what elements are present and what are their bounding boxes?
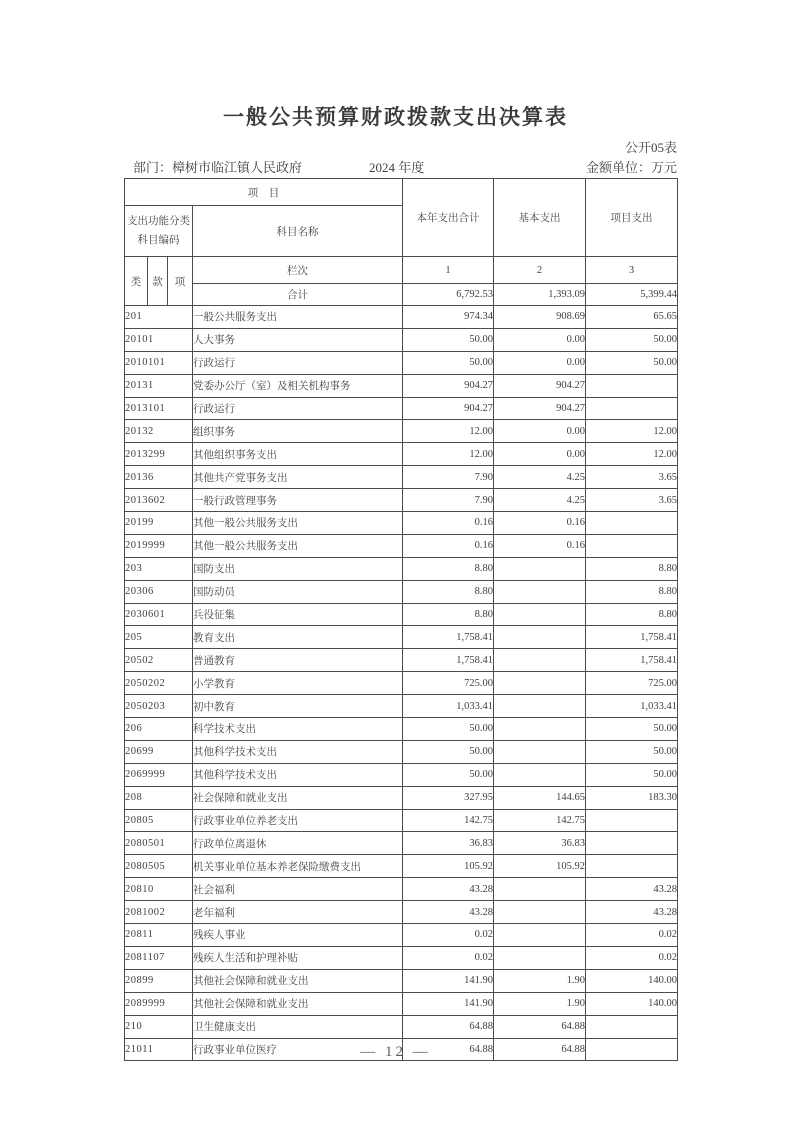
row-project-expenditure: 50.00 (586, 763, 678, 786)
row-function-code: 20306 (125, 580, 193, 603)
row-subject-name: 卫生健康支出 (193, 1015, 403, 1038)
row-basic-expenditure (494, 603, 586, 626)
row-function-code: 20101 (125, 328, 193, 351)
row-current-year-total: 0.16 (403, 534, 494, 557)
table-row (125, 672, 678, 695)
row-basic-expenditure: 0.00 (494, 328, 586, 351)
row-project-expenditure: 140.00 (586, 969, 678, 992)
table-row (125, 466, 678, 489)
table-row (125, 786, 678, 809)
table-row (125, 580, 678, 603)
row-project-expenditure: 43.28 (586, 901, 678, 924)
row-basic-expenditure: 64.88 (494, 1015, 586, 1038)
row-current-year-total: 105.92 (403, 855, 494, 878)
header-function-code-line2: 科目编码 (137, 235, 180, 246)
row-function-code: 203 (125, 557, 193, 580)
row-project-expenditure: 725.00 (586, 672, 678, 695)
row-function-code: 20699 (125, 740, 193, 763)
row-basic-expenditure: 0.00 (494, 420, 586, 443)
row-project-expenditure: 1,758.41 (586, 626, 678, 649)
header-col-index-3: 3 (586, 257, 678, 284)
row-current-year-total: 8.80 (403, 603, 494, 626)
header-category: 类 (125, 257, 148, 306)
row-function-code: 2013602 (125, 489, 193, 512)
row-project-expenditure: 8.80 (586, 603, 678, 626)
row-basic-expenditure: 0.00 (494, 443, 586, 466)
row-subject-name: 组织事务 (193, 420, 403, 443)
row-basic-expenditure: 904.27 (494, 397, 586, 420)
row-current-year-total: 0.02 (403, 946, 494, 969)
row-basic-expenditure: 64.88 (494, 1038, 586, 1061)
header-section: 款 (148, 257, 168, 306)
row-basic-expenditure (494, 557, 586, 580)
row-function-code: 2081107 (125, 946, 193, 969)
row-subject-name: 老年福利 (193, 901, 403, 924)
table-row (125, 855, 678, 878)
table-header (125, 179, 678, 306)
row-subject-name: 人大事务 (193, 328, 403, 351)
row-subject-name: 社会保障和就业支出 (193, 786, 403, 809)
row-current-year-total: 43.28 (403, 878, 494, 901)
row-function-code: 20810 (125, 878, 193, 901)
row-function-code: 2030601 (125, 603, 193, 626)
row-function-code: 20199 (125, 512, 193, 535)
row-current-year-total: 1,758.41 (403, 649, 494, 672)
row-basic-expenditure (494, 718, 586, 741)
row-subject-name: 其他社会保障和就业支出 (193, 969, 403, 992)
table-row (125, 924, 678, 947)
row-subject-name: 行政运行 (193, 351, 403, 374)
row-project-expenditure: 140.00 (586, 992, 678, 1015)
row-function-code: 20899 (125, 969, 193, 992)
row-subject-name: 残疾人生活和护理补贴 (193, 946, 403, 969)
row-project-expenditure (586, 397, 678, 420)
table-row (125, 443, 678, 466)
header-basic-expenditure: 基本支出 (494, 179, 586, 257)
row-basic-expenditure (494, 649, 586, 672)
row-current-year-total: 142.75 (403, 809, 494, 832)
table-row (125, 512, 678, 535)
row-project-expenditure: 50.00 (586, 718, 678, 741)
row-function-code: 20502 (125, 649, 193, 672)
header-col-index-1: 1 (403, 257, 494, 284)
row-subject-name: 其他科学技术支出 (193, 740, 403, 763)
row-basic-expenditure: 0.00 (494, 351, 586, 374)
header-row-project (125, 179, 678, 206)
table-row (125, 489, 678, 512)
table-row (125, 809, 678, 832)
row-function-code: 2080505 (125, 855, 193, 878)
table-row (125, 718, 678, 741)
row-basic-expenditure (494, 672, 586, 695)
table-row (125, 763, 678, 786)
header-project-expenditure: 项目支出 (586, 179, 678, 257)
row-subject-name: 科学技术支出 (193, 718, 403, 741)
row-subject-name: 其他一般公共服务支出 (193, 512, 403, 535)
header-column-index-label: 栏次 (193, 257, 403, 284)
page-number: — 12 — (360, 1044, 431, 1060)
row-project-expenditure: 8.80 (586, 557, 678, 580)
header-item: 项 (168, 257, 193, 306)
row-project-expenditure: 3.65 (586, 466, 678, 489)
row-project-expenditure: 3.65 (586, 489, 678, 512)
row-function-code: 201 (125, 306, 193, 329)
table-row (125, 557, 678, 580)
row-function-code: 2010101 (125, 351, 193, 374)
grand-total-row (125, 284, 678, 306)
row-function-code: 20131 (125, 374, 193, 397)
row-function-code: 208 (125, 786, 193, 809)
row-subject-name: 国防支出 (193, 557, 403, 580)
row-project-expenditure: 8.80 (586, 580, 678, 603)
table-row (125, 374, 678, 397)
row-project-expenditure: 0.02 (586, 924, 678, 947)
row-subject-name: 教育支出 (193, 626, 403, 649)
grand-total-current-year: 6,792.53 (403, 284, 494, 306)
row-function-code: 20132 (125, 420, 193, 443)
row-project-expenditure: 1,033.41 (586, 695, 678, 718)
table-body (125, 306, 678, 1061)
row-basic-expenditure: 4.25 (494, 466, 586, 489)
table-row (125, 649, 678, 672)
row-current-year-total: 50.00 (403, 351, 494, 374)
header-function-code-line1: 支出功能分类 (127, 215, 190, 227)
header-current-year-total: 本年支出合计 (403, 179, 494, 257)
table-row (125, 306, 678, 329)
row-function-code: 210 (125, 1015, 193, 1038)
fiscal-year-label: 2024 年度 (369, 160, 425, 175)
row-subject-name: 其他共产党事务支出 (193, 466, 403, 489)
row-project-expenditure: 43.28 (586, 878, 678, 901)
row-project-expenditure (586, 512, 678, 535)
row-function-code: 2081002 (125, 901, 193, 924)
document-meta-row (124, 157, 677, 176)
document-title: 一般公共预算财政拨款支出决算表 (223, 105, 568, 129)
row-current-year-total: 7.90 (403, 489, 494, 512)
row-function-code: 20136 (125, 466, 193, 489)
row-project-expenditure (586, 832, 678, 855)
table-row (125, 1015, 678, 1038)
table-row (125, 695, 678, 718)
table-number-label: 公开05表 (624, 140, 677, 155)
row-current-year-total: 8.80 (403, 557, 494, 580)
row-current-year-total: 974.34 (403, 306, 494, 329)
row-basic-expenditure: 1.90 (494, 992, 586, 1015)
row-basic-expenditure: 105.92 (494, 855, 586, 878)
row-basic-expenditure (494, 763, 586, 786)
row-basic-expenditure: 904.27 (494, 374, 586, 397)
table-row (125, 946, 678, 969)
row-basic-expenditure: 1.90 (494, 969, 586, 992)
row-function-code: 206 (125, 718, 193, 741)
row-current-year-total: 141.90 (403, 969, 494, 992)
row-basic-expenditure: 0.16 (494, 512, 586, 535)
table-row (125, 969, 678, 992)
row-current-year-total: 0.02 (403, 924, 494, 947)
grand-total-project: 5,399.44 (586, 284, 678, 306)
row-project-expenditure: 50.00 (586, 740, 678, 763)
grand-total-basic: 1,393.09 (494, 284, 586, 306)
row-current-year-total: 1,033.41 (403, 695, 494, 718)
table-row (125, 626, 678, 649)
row-project-expenditure: 50.00 (586, 328, 678, 351)
row-function-code: 2089999 (125, 992, 193, 1015)
row-subject-name: 社会福利 (193, 878, 403, 901)
row-current-year-total: 725.00 (403, 672, 494, 695)
table-row (125, 878, 678, 901)
row-basic-expenditure: 36.83 (494, 832, 586, 855)
row-basic-expenditure: 144.65 (494, 786, 586, 809)
row-subject-name: 一般行政管理事务 (193, 489, 403, 512)
table-row (125, 603, 678, 626)
amount-unit-label: 金额单位：万元 (585, 160, 677, 175)
table-row (125, 397, 678, 420)
row-project-expenditure (586, 1015, 678, 1038)
department-label: 部门：樟树市临江镇人民政府 (133, 160, 303, 175)
header-row-lanci (125, 257, 678, 284)
table-row (125, 420, 678, 443)
row-subject-name: 初中教育 (193, 695, 403, 718)
row-current-year-total: 0.16 (403, 512, 494, 535)
row-project-expenditure: 183.30 (586, 786, 678, 809)
row-subject-name: 行政运行 (193, 397, 403, 420)
budget-table (124, 178, 678, 1061)
row-basic-expenditure (494, 580, 586, 603)
row-function-code: 2013101 (125, 397, 193, 420)
row-project-expenditure: 50.00 (586, 351, 678, 374)
row-project-expenditure: 1,758.41 (586, 649, 678, 672)
header-project-group: 项 目 (125, 179, 403, 206)
row-basic-expenditure (494, 695, 586, 718)
row-current-year-total: 64.88 (403, 1015, 494, 1038)
row-current-year-total: 50.00 (403, 763, 494, 786)
row-subject-name: 其他一般公共服务支出 (193, 534, 403, 557)
row-basic-expenditure: 908.69 (494, 306, 586, 329)
row-subject-name: 小学教育 (193, 672, 403, 695)
table-row (125, 832, 678, 855)
row-subject-name: 其他社会保障和就业支出 (193, 992, 403, 1015)
grand-total-label: 合计 (193, 284, 403, 306)
row-project-expenditure: 12.00 (586, 443, 678, 466)
row-function-code: 2080501 (125, 832, 193, 855)
table-row (125, 901, 678, 924)
row-basic-expenditure: 0.16 (494, 534, 586, 557)
row-function-code: 2050203 (125, 695, 193, 718)
row-current-year-total: 50.00 (403, 740, 494, 763)
row-function-code: 2013299 (125, 443, 193, 466)
row-subject-name: 残疾人事业 (193, 924, 403, 947)
row-project-expenditure (586, 809, 678, 832)
row-subject-name: 其他科学技术支出 (193, 763, 403, 786)
row-project-expenditure (586, 855, 678, 878)
row-subject-name: 其他组织事务支出 (193, 443, 403, 466)
row-project-expenditure: 0.02 (586, 946, 678, 969)
row-current-year-total: 904.27 (403, 397, 494, 420)
table-row (125, 740, 678, 763)
header-col-index-2: 2 (494, 257, 586, 284)
row-subject-name: 一般公共服务支出 (193, 306, 403, 329)
row-basic-expenditure (494, 901, 586, 924)
row-function-code: 2050202 (125, 672, 193, 695)
row-current-year-total: 50.00 (403, 328, 494, 351)
row-project-expenditure: 65.65 (586, 306, 678, 329)
row-basic-expenditure: 142.75 (494, 809, 586, 832)
row-current-year-total: 141.90 (403, 992, 494, 1015)
row-current-year-total: 43.28 (403, 901, 494, 924)
row-basic-expenditure (494, 740, 586, 763)
row-current-year-total: 12.00 (403, 420, 494, 443)
row-function-code: 20805 (125, 809, 193, 832)
row-subject-name: 党委办公厅（室）及相关机构事务 (193, 374, 403, 397)
row-current-year-total: 36.83 (403, 832, 494, 855)
header-function-code-group (125, 206, 193, 257)
row-subject-name: 国防动员 (193, 580, 403, 603)
row-basic-expenditure (494, 626, 586, 649)
row-current-year-total: 1,758.41 (403, 626, 494, 649)
row-current-year-total: 7.90 (403, 466, 494, 489)
row-function-code: 21011 (125, 1038, 193, 1061)
row-basic-expenditure (494, 878, 586, 901)
row-current-year-total: 12.00 (403, 443, 494, 466)
row-project-expenditure (586, 374, 678, 397)
row-project-expenditure: 12.00 (586, 420, 678, 443)
row-basic-expenditure (494, 946, 586, 969)
row-current-year-total: 904.27 (403, 374, 494, 397)
row-function-code: 2069999 (125, 763, 193, 786)
table-row (125, 328, 678, 351)
row-function-code: 20811 (125, 924, 193, 947)
row-subject-name: 行政单位离退休 (193, 832, 403, 855)
row-subject-name: 机关事业单位基本养老保险缴费支出 (193, 855, 403, 878)
row-subject-name: 行政事业单位养老支出 (193, 809, 403, 832)
row-current-year-total: 8.80 (403, 580, 494, 603)
row-basic-expenditure: 4.25 (494, 489, 586, 512)
row-project-expenditure (586, 534, 678, 557)
row-function-code: 2019999 (125, 534, 193, 557)
row-current-year-total: 327.95 (403, 786, 494, 809)
row-basic-expenditure (494, 924, 586, 947)
row-current-year-total: 64.88 (403, 1038, 494, 1061)
table-row (125, 992, 678, 1015)
row-subject-name: 普通教育 (193, 649, 403, 672)
row-current-year-total: 50.00 (403, 718, 494, 741)
row-subject-name: 行政事业单位医疗 (193, 1038, 403, 1061)
table-row (125, 351, 678, 374)
table-row (125, 534, 678, 557)
row-function-code: 205 (125, 626, 193, 649)
row-subject-name: 兵役征集 (193, 603, 403, 626)
header-subject-name: 科目名称 (193, 206, 403, 257)
